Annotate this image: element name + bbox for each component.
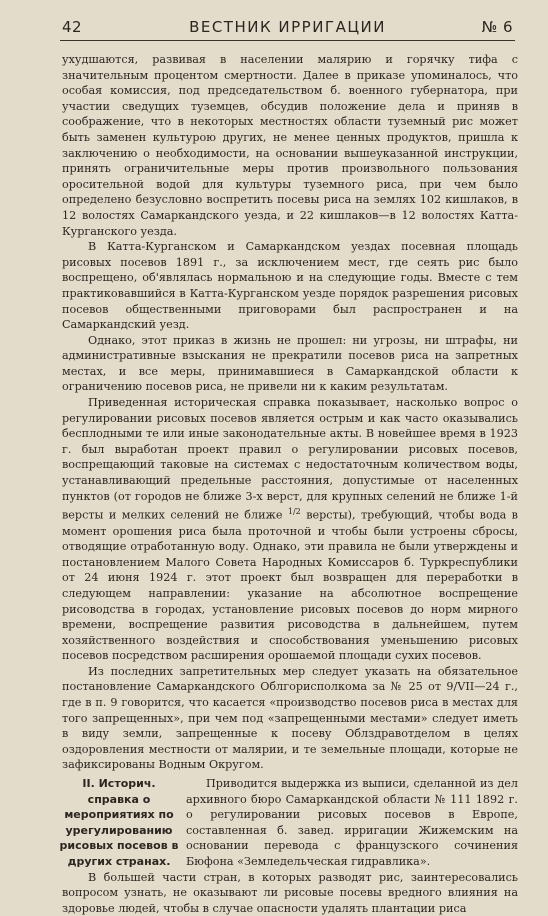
paragraph-4	[62, 395, 518, 664]
paragraph-2: В Катта-Курганском и Самаркандском уездах посевная площадь рисовых посевов 1891 г., за исключением мест, где сеять рис было воспрещено, об'являлась нормальною и на следующие годы. Вместе с тем практиковавшийся в Катта-Курганском уезде порядок разрешения рисовых посевов общественными приговорами был распространен и на Самаркандский уезд.	[62, 240, 518, 332]
paragraph-7: В большей части стран, в которых разводят рис, заинтересовались вопросом узнать, не оказывают ли рисовые посевы вредного влияния на здоровье людей, чтобы в случае опасности удалять плантации риса	[62, 870, 518, 915]
article-body	[59, 52, 518, 916]
paragraph-6: Приводится выдержка из выписи, сделанной из дел архивного бюро Самаркандской области № 111 1892 г. о регулировании рисовых посевов в Европе, составленная б. завед. ирригации Жижемским на основании перевода с французского сочинения Бюфона «Земледельческая гидравлика».	[186, 777, 518, 869]
section-sidenote: II. Историч. справка о мероприятиях по урегулированию рисовых посевов в других странах.	[59, 777, 179, 869]
journal-title: ВЕСТНИК ИРРИГАЦИИ	[189, 18, 386, 36]
section-with-sidenote	[58, 776, 518, 870]
fraction-half: 1/2	[287, 507, 301, 517]
running-header	[60, 16, 515, 41]
page-number: 42	[62, 18, 83, 36]
paragraph-4-tail: версты), требующий, чтобы вода в момент орошения риса была проточной и чтобы были устроены сбросы, отводящие отработанную воду. Однако, эти правила не были утверждены и постановлением Малого Совета Народных Комиссаров б. Туркреспублики от 24 июня 1924 г. этот проект был возвращен для переработки в следующем направлении: указание на абсолютное воспрещение рисоводства в городах, установление рисовых посевов до норм мирного времени, воспрещение развития рисоводства в дальнейшем, путем хозяйственного воздействия и способствования уменьшению рисовых посевов посредством расширения орошаемой площади сухих посевов.	[62, 508, 518, 663]
paragraph-3: Однако, этот приказ в жизнь не прошел: ни угрозы, ни штрафы, ни административные взыскания не прекратили посевов риса на запретных местах, и все меры, принимавшиеся в Самаркандской области к ограничению посевов риса, не привели ни к каким результатам.	[62, 333, 518, 394]
section-intro	[180, 776, 518, 870]
paragraph-1: ухудшаются, развивая в населении малярию и горячку тифа с значительным процентом смертности. Далее в приказе упоминалось, что особая комиссия, под председательством б. военного губернатора, при участии сведущих туземцев, обсудив положение дела и приняв в соображение, что в некоторых местностях области туземный рис может быть заменен культурою других, не менее ценных продуктов, пришла к заключению о необходимости, на основании вышеуказанной инструкции, принять ограничительные меры против произвольного пользования оросительной водой для культуры туземного риса, при чем было определено безусловно воспретить посевы риса на землях 102 кишлаков, в 12 волостях Самаркандского уезда, и 22 кишлаков—в 12 волостях Катта-Курганского уезда.	[62, 53, 518, 238]
paragraph-5: Из последних запретительных мер следует указать на обязательное постановление Самаркандского Облгорисполкома за № 25 от 9/VII—24 г., где в п. 9 говорится, что касается «производство посевов риса в местах для того запрещенных», при чем под «запрещенными местами» следует иметь в виду земли, запрещенные к посеву Облздравотделом в целях оздоровления местности от малярии, и те земельные площади, которые не зафиксированы Водным Округом.	[62, 664, 518, 772]
issue-number: № 6	[481, 18, 513, 36]
paragraph-4-text: Приведенная историческая справка показывает, насколько вопрос о регулировании рисовых посевов является острым и как часто оказывались бесплодными те или иные законодательные акты. В новейшее время в 1923 г. был выработан проект правил о регулировании рисовых посевов, воспрещающий таковые на системах с недостаточным количеством воды, устанавливающий предельные расстояния, допустимые от населенных пунктов (от городов не ближе 3-х верст, для крупных селений не ближе 1-й версты и мелких селений не ближе	[62, 396, 518, 522]
